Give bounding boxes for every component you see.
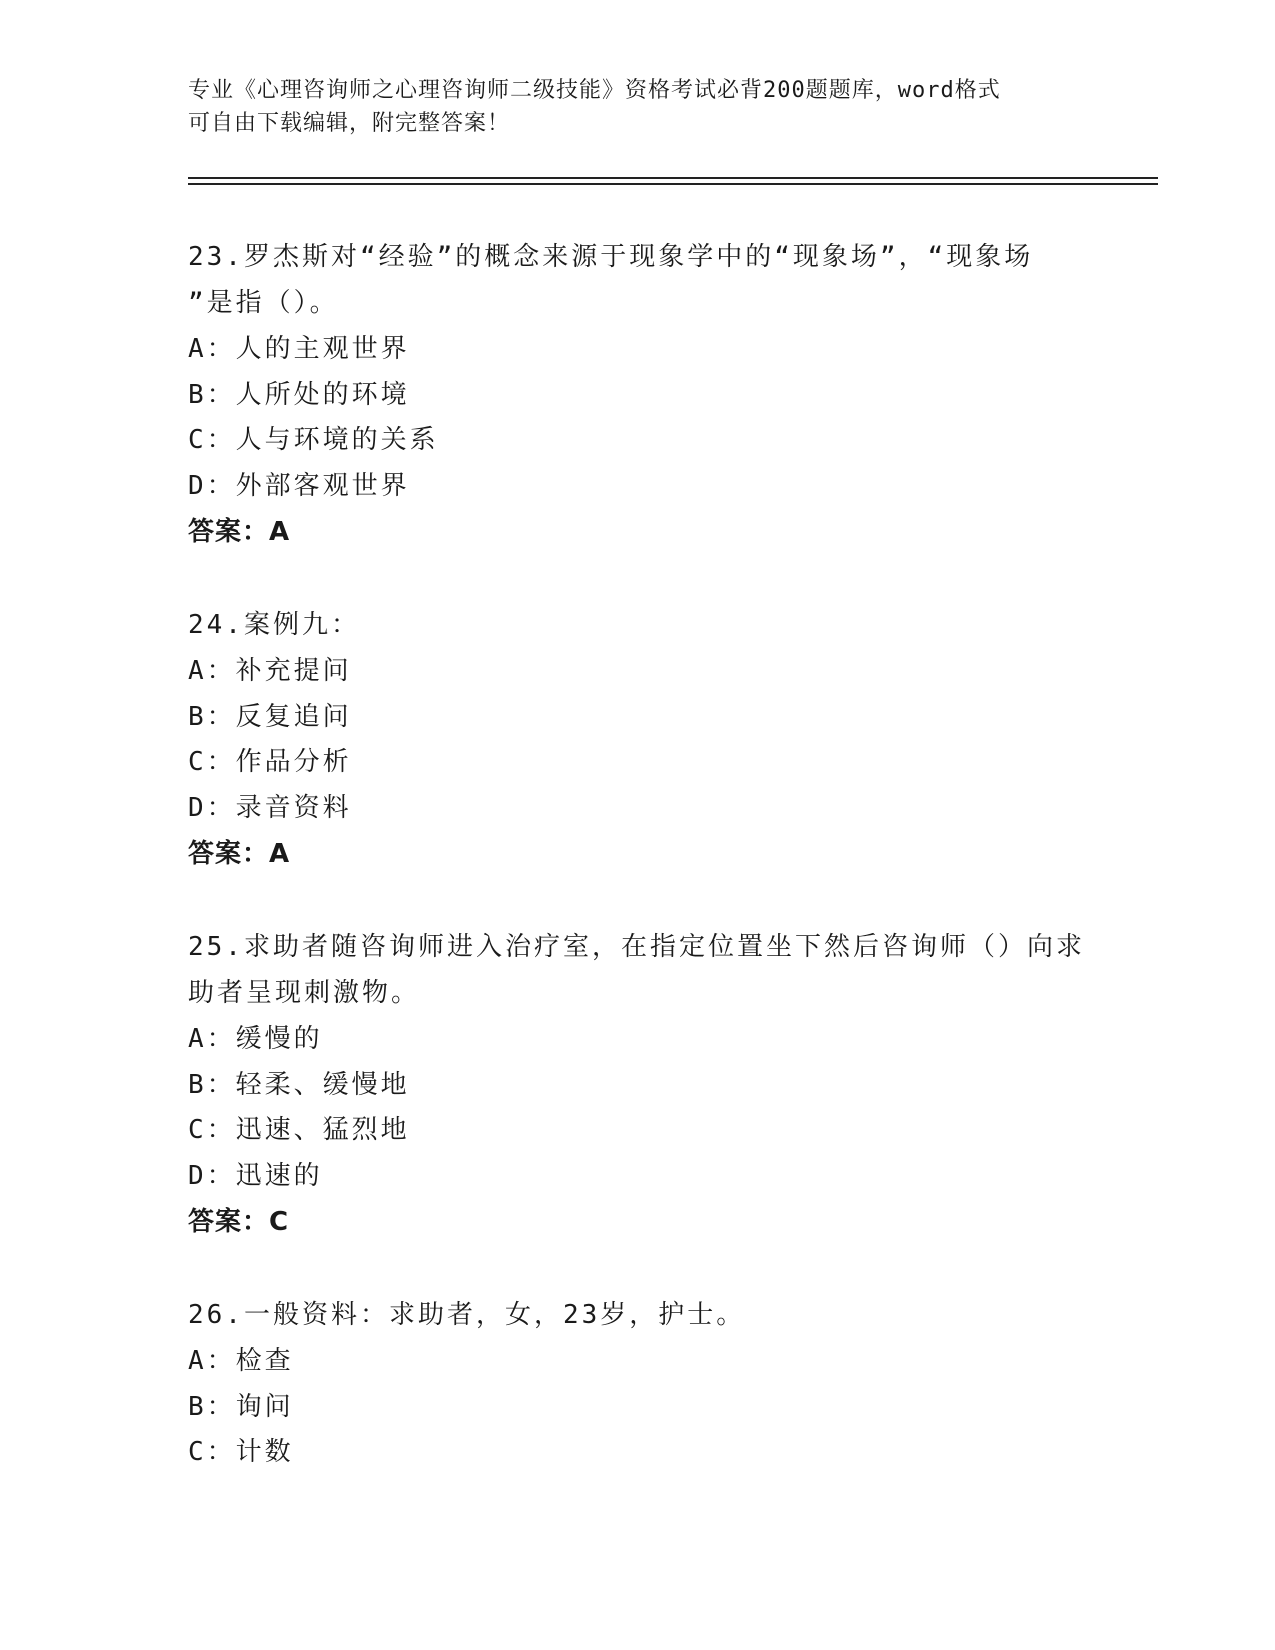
option-c: C：迅速、猛烈地	[188, 1115, 410, 1145]
option-b: B：人所处的环境	[188, 379, 410, 410]
option-d: D：外部客观世界	[188, 470, 410, 501]
option-d: D：录音资料	[188, 792, 352, 823]
header-line-2: 可自由下载编辑，附完整答案！	[188, 111, 511, 136]
option-c: C：人与环境的关系	[188, 425, 439, 455]
question-24	[188, 602, 1088, 877]
header-line-1: 专业《心理咨询师之心理咨询师二级技能》资格考试必背200题题库，word格式	[188, 78, 1001, 103]
option-a: A：补充提问	[188, 656, 352, 686]
option-d: D：迅速的	[188, 1160, 323, 1191]
question-list	[188, 234, 1088, 1523]
question-25	[188, 924, 1088, 1245]
header-divider-top	[188, 177, 1158, 179]
header-divider-bottom	[188, 183, 1158, 185]
question-26	[188, 1292, 1088, 1476]
option-a: A：人的主观世界	[188, 334, 410, 364]
answer-line: 答案：A	[188, 839, 291, 869]
option-c: C：计数	[188, 1437, 294, 1467]
answer-line: 答案：C	[188, 1207, 290, 1237]
option-b: B：反复追问	[188, 701, 352, 732]
option-b: B：轻柔、缓慢地	[188, 1069, 410, 1100]
option-a: A：检查	[188, 1346, 294, 1376]
answer-line: 答案：A	[188, 517, 291, 547]
question-stem: 23.罗杰斯对“经验”的概念来源于现象学中的“现象场”，“现象场 ”是指（）。	[188, 242, 1034, 318]
document-header	[188, 74, 1088, 140]
option-b: B：询问	[188, 1391, 294, 1422]
option-c: C：作品分析	[188, 747, 352, 777]
question-23	[188, 234, 1088, 555]
question-stem: 26.一般资料：求助者，女，23岁，护士。	[188, 1300, 746, 1330]
question-stem: 25.求助者随咨询师进入治疗室，在指定位置坐下然后咨询师（）向求 助者呈现刺激物。	[188, 932, 1085, 1008]
question-stem: 24.案例九：	[188, 610, 360, 640]
option-a: A：缓慢的	[188, 1024, 323, 1054]
